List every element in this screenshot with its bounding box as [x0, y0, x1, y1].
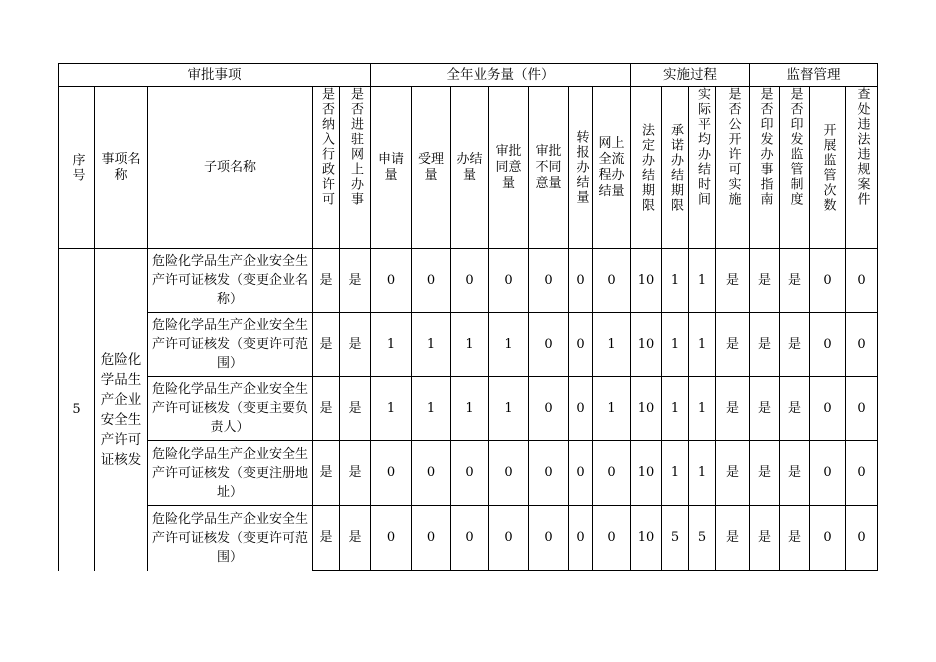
cell-transfer: 0	[569, 249, 593, 313]
table-row	[59, 377, 878, 441]
cell-legal-limit: 10	[631, 506, 662, 571]
table-row	[59, 313, 878, 377]
cell-rules: 是	[780, 506, 810, 571]
col-header-sub-name: 子项名称	[148, 87, 313, 249]
cell-apply: 1	[371, 377, 412, 441]
cell-online: 是	[340, 249, 371, 313]
cell-done: 0	[451, 249, 489, 313]
approval-stats-sheet	[58, 63, 878, 571]
col-header-cases: 查处违法违规案件	[846, 87, 878, 249]
col-header-promise-limit: 承诺办结期限	[662, 87, 689, 249]
cell-rejected: 0	[529, 506, 569, 571]
col-header-approved: 审批同意量	[489, 87, 529, 249]
cell-accept: 0	[412, 249, 451, 313]
cell-avg-time: 1	[689, 377, 716, 441]
table-row	[59, 249, 878, 313]
col-header-item-name: 事项名称	[95, 87, 148, 249]
cell-online: 是	[340, 377, 371, 441]
cell-apply: 0	[371, 441, 412, 506]
cell-guide: 是	[750, 441, 780, 506]
cell-apply: 0	[371, 249, 412, 313]
cell-rules: 是	[780, 313, 810, 377]
cell-public: 是	[716, 313, 750, 377]
col-header-seq: 序号	[59, 87, 95, 249]
group-header-annual: 全年业务量（件）	[371, 64, 631, 87]
cell-online: 是	[340, 313, 371, 377]
cell-rules: 是	[780, 249, 810, 313]
cell-rejected: 0	[529, 249, 569, 313]
table-row	[59, 506, 878, 571]
cell-done: 0	[451, 441, 489, 506]
cell-accept: 1	[412, 313, 451, 377]
cell-avg-time: 5	[689, 506, 716, 571]
cell-cases: 0	[846, 313, 878, 377]
table-row	[59, 441, 878, 506]
cell-in-admin: 是	[313, 249, 340, 313]
cell-online: 是	[340, 441, 371, 506]
approval-stats-table	[58, 63, 878, 571]
cell-approved: 0	[489, 441, 529, 506]
cell-cases: 0	[846, 441, 878, 506]
col-header-online: 是否进驻网上办事	[340, 87, 371, 249]
cell-cases: 0	[846, 506, 878, 571]
cell-promise-limit: 1	[662, 377, 689, 441]
col-header-in-admin: 是否纳入行政许可	[313, 87, 340, 249]
sub-item-name: 危险化学品生产企业安全生产许可证核发（变更主要负责人）	[148, 377, 313, 441]
cell-in-admin: 是	[313, 377, 340, 441]
sub-item-name: 危险化学品生产企业安全生产许可证核发（变更许可范围）	[148, 313, 313, 377]
cell-transfer: 0	[569, 313, 593, 377]
cell-accept: 1	[412, 377, 451, 441]
cell-supervise-count: 0	[810, 506, 846, 571]
cell-guide: 是	[750, 249, 780, 313]
cell-legal-limit: 10	[631, 441, 662, 506]
cell-guide: 是	[750, 377, 780, 441]
cell-online-done: 1	[593, 377, 631, 441]
cell-done: 1	[451, 313, 489, 377]
cell-apply: 0	[371, 506, 412, 571]
group-header-supervision: 监督管理	[750, 64, 878, 87]
cell-transfer: 0	[569, 506, 593, 571]
cell-online-done: 0	[593, 249, 631, 313]
col-header-supervise-count: 开展监管次数	[810, 87, 846, 249]
col-header-guide: 是否印发办事指南	[750, 87, 780, 249]
cell-supervise-count: 0	[810, 377, 846, 441]
cell-in-admin: 是	[313, 441, 340, 506]
col-header-online-done: 网上全流程办结量	[593, 87, 631, 249]
cell-approved: 0	[489, 249, 529, 313]
cell-supervise-count: 0	[810, 441, 846, 506]
col-header-done: 办结量	[451, 87, 489, 249]
group-item-name: 危险化学品生产企业安全生产许可证核发	[95, 249, 148, 571]
cell-done: 0	[451, 506, 489, 571]
cell-guide: 是	[750, 506, 780, 571]
cell-promise-limit: 1	[662, 249, 689, 313]
sub-item-name: 危险化学品生产企业安全生产许可证核发（变更企业名称）	[148, 249, 313, 313]
cell-avg-time: 1	[689, 249, 716, 313]
group-seq: 5	[59, 249, 95, 571]
col-header-avg-time: 实际平均办结时间	[689, 87, 716, 249]
cell-public: 是	[716, 506, 750, 571]
sub-item-name: 危险化学品生产企业安全生产许可证核发（变更注册地址）	[148, 441, 313, 506]
cell-online-done: 0	[593, 506, 631, 571]
cell-in-admin: 是	[313, 506, 340, 571]
cell-cases: 0	[846, 377, 878, 441]
col-header-legal-limit: 法定办结期限	[631, 87, 662, 249]
cell-approved: 0	[489, 506, 529, 571]
col-header-rules: 是否印发监管制度	[780, 87, 810, 249]
col-header-public: 是否公开许可实施	[716, 87, 750, 249]
cell-promise-limit: 1	[662, 441, 689, 506]
group-header-process: 实施过程	[631, 64, 750, 87]
cell-promise-limit: 1	[662, 313, 689, 377]
cell-transfer: 0	[569, 441, 593, 506]
cell-rejected: 0	[529, 377, 569, 441]
col-header-apply: 申请量	[371, 87, 412, 249]
cell-promise-limit: 5	[662, 506, 689, 571]
cell-public: 是	[716, 441, 750, 506]
cell-online-done: 1	[593, 313, 631, 377]
cell-public: 是	[716, 249, 750, 313]
cell-rules: 是	[780, 441, 810, 506]
cell-online: 是	[340, 506, 371, 571]
cell-avg-time: 1	[689, 441, 716, 506]
cell-public: 是	[716, 377, 750, 441]
cell-rejected: 0	[529, 313, 569, 377]
cell-online-done: 0	[593, 441, 631, 506]
cell-approved: 1	[489, 313, 529, 377]
cell-supervise-count: 0	[810, 249, 846, 313]
cell-legal-limit: 10	[631, 313, 662, 377]
sub-item-name: 危险化学品生产企业安全生产许可证核发（变更许可范围）	[148, 506, 313, 571]
cell-legal-limit: 10	[631, 249, 662, 313]
cell-transfer: 0	[569, 377, 593, 441]
cell-accept: 0	[412, 441, 451, 506]
cell-in-admin: 是	[313, 313, 340, 377]
cell-rules: 是	[780, 377, 810, 441]
cell-avg-time: 1	[689, 313, 716, 377]
col-header-rejected: 审批不同意量	[529, 87, 569, 249]
cell-rejected: 0	[529, 441, 569, 506]
cell-cases: 0	[846, 249, 878, 313]
col-header-accept: 受理量	[412, 87, 451, 249]
cell-legal-limit: 10	[631, 377, 662, 441]
cell-apply: 1	[371, 313, 412, 377]
cell-done: 1	[451, 377, 489, 441]
cell-accept: 0	[412, 506, 451, 571]
group-header-approval: 审批事项	[59, 64, 371, 87]
cell-guide: 是	[750, 313, 780, 377]
cell-supervise-count: 0	[810, 313, 846, 377]
cell-approved: 1	[489, 377, 529, 441]
col-header-transfer: 转报办结量	[569, 87, 593, 249]
